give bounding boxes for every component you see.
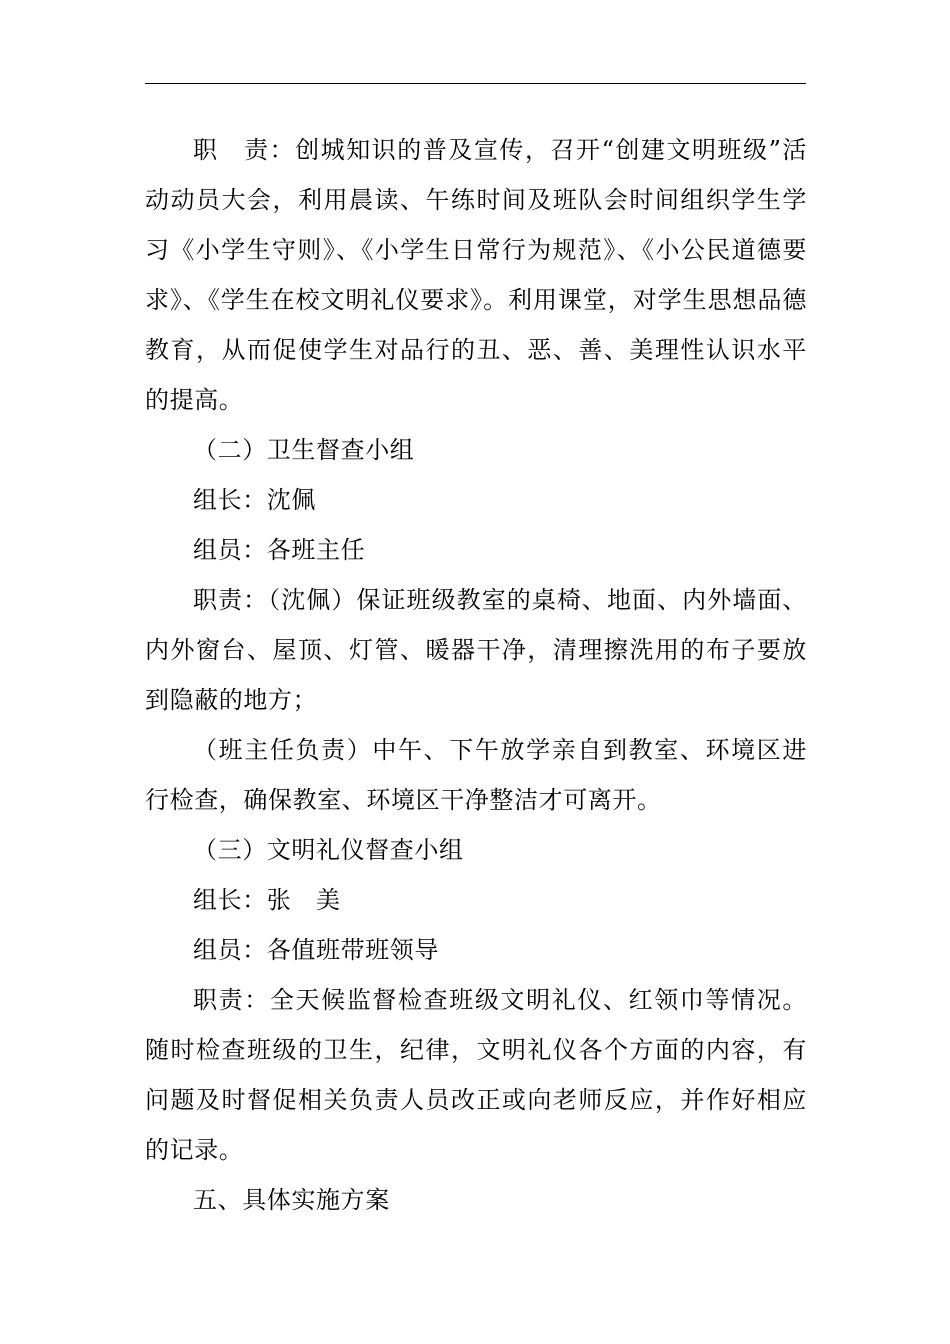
section-heading-hygiene-group: （二）卫生督查小组 bbox=[193, 436, 415, 464]
etiquette-duty-paragraph: 职责：全天候监督检查班级文明礼仪、红领巾等情况。随时检查班级的卫生，纪律，文明礼仪各个方面的内容，有问题及时督促相关负责人员改正或向老师反应，并作好相应的记录。 bbox=[145, 986, 807, 1164]
hygiene-duty-paragraph: 职责：（沈佩）保证班级教室的桌椅、地面、内外墙面、内外窗台、屋顶、灯管、暖器干净，清理擦洗用的布子要放到隐蔽的地方； bbox=[145, 586, 807, 714]
section-heading-etiquette-group: （三）文明礼仪督查小组 bbox=[193, 836, 464, 864]
section-heading-implementation-plan: 五、具体实施方案 bbox=[193, 1186, 390, 1214]
duty-promotion-paragraph: 职 责：创城知识的普及宣传，召开“创建文明班级”活动动员大会，利用晨读、午练时间及班队会时间组织学生学习《小学生守则》、《小学生日常行为规范》、《小公民道德要求》、《学生在校文明礼仪要求》。利用课堂，对学生思想品德教育，从而促使学生对品行的丑、恶、善、美理性认识水平的提高。 bbox=[145, 136, 807, 414]
head-teacher-duty-paragraph: （班主任负责）中午、下午放学亲自到教室、环境区进行检查，确保教室、环境区干净整洁才可离开。 bbox=[145, 736, 807, 814]
etiquette-group-leader: 组长：张 美 bbox=[193, 886, 341, 914]
etiquette-group-members: 组员：各值班带班领导 bbox=[193, 936, 439, 964]
hygiene-group-members: 组员：各班主任 bbox=[193, 536, 366, 564]
document-body bbox=[145, 125, 807, 1225]
hygiene-group-leader: 组长：沈佩 bbox=[193, 486, 316, 514]
header-rule bbox=[145, 83, 806, 84]
